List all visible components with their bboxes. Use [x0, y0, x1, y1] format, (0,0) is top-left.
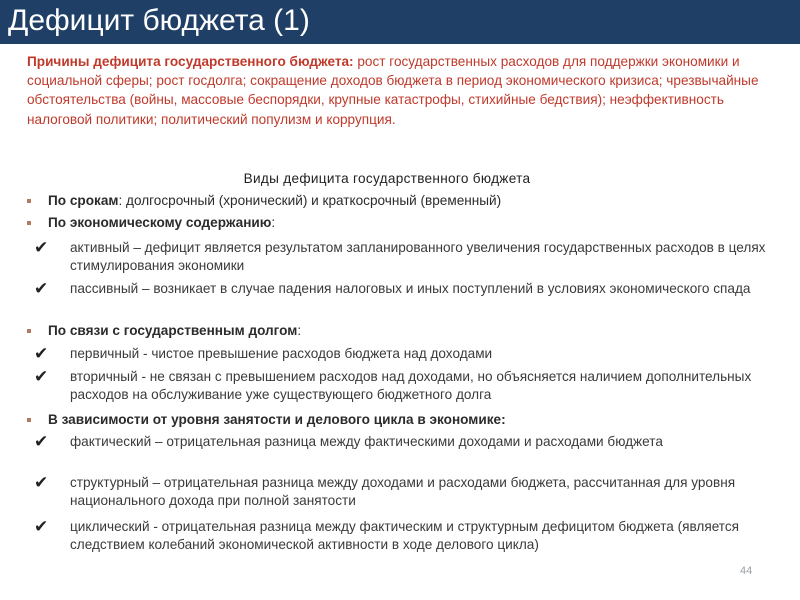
- group-tail: :: [271, 215, 276, 230]
- checkmark-icon: ✔: [34, 473, 49, 492]
- list-item: циклический - отрицательная разница между фактическим и структурным дефицитом бюджета (является следствием колебаний экономической активности в ходе делового цикла): [70, 519, 740, 552]
- types-heading-text: Виды дефицита государственного бюджета: [243, 171, 531, 186]
- causes-label: Причины дефицита государственного бюджета:: [27, 54, 354, 69]
- list-item: фактический – отрицательная разница между фактическими доходами и расходами бюджета: [70, 434, 663, 449]
- square-bullet-icon: [27, 418, 31, 422]
- group-heading: [48, 192, 501, 210]
- list-item: пассивный – возникает в случае падения налоговых и иных поступлений в условиях экономического спада: [70, 281, 751, 296]
- types-heading: [0, 170, 800, 188]
- page-number: 44: [740, 565, 753, 577]
- title-bar: [0, 0, 800, 44]
- group-label: В зависимости от уровня занятости и делового цикла в экономике:: [48, 412, 506, 427]
- checkmark-icon: ✔: [34, 367, 49, 386]
- group-heading: [48, 411, 506, 429]
- causes-paragraph: [27, 52, 777, 129]
- group-tail: :: [297, 323, 302, 338]
- square-bullet-icon: [27, 199, 31, 203]
- list-item: активный – дефицит является результатом запланированного увеличения государственных расходов в целях стимулирования экономики: [70, 240, 766, 273]
- group-label: По экономическому содержанию: [48, 215, 272, 230]
- list-item: вторичный - не связан с превышением расходов над доходами, но объясняется наличием дополнительных расходов на обслуживание уже существующего бюджетного долга: [70, 369, 752, 402]
- list-item: структурный – отрицательная разница между доходами и расходами бюджета, рассчитанная для уровня национального дохода при полной занятости: [70, 475, 736, 508]
- list-item: первичный - чистое превышение расходов бюджета над доходами: [70, 346, 493, 361]
- square-bullet-icon: [27, 221, 31, 225]
- checkmark-icon: ✔: [34, 279, 49, 298]
- group-tail: : долгосрочный (хронический) и краткосрочный (временный): [118, 193, 502, 208]
- group-heading: [48, 214, 275, 232]
- square-bullet-icon: [27, 329, 31, 333]
- checkmark-icon: ✔: [34, 517, 49, 536]
- causes-text: рост государственных расходов для поддержки экономики и социальной сферы; рост госдолга; сокращение доходов бюджета в период экономического кризиса; чрезвычайные обстоятельства (войны, массовые беспорядки, крупные катастрофы, стихийные бедствия); неэффективность налоговой политики; политический популизм и коррупция.: [27, 54, 759, 127]
- checkmark-icon: ✔: [34, 344, 49, 363]
- checkmark-icon: ✔: [34, 238, 49, 257]
- group-heading: [48, 322, 301, 340]
- group-label: По связи с государственным долгом: [48, 323, 298, 338]
- slide-title: Дефицит бюджета (1): [8, 4, 310, 37]
- group-label: По срокам: [48, 193, 119, 208]
- checkmark-icon: ✔: [34, 432, 49, 451]
